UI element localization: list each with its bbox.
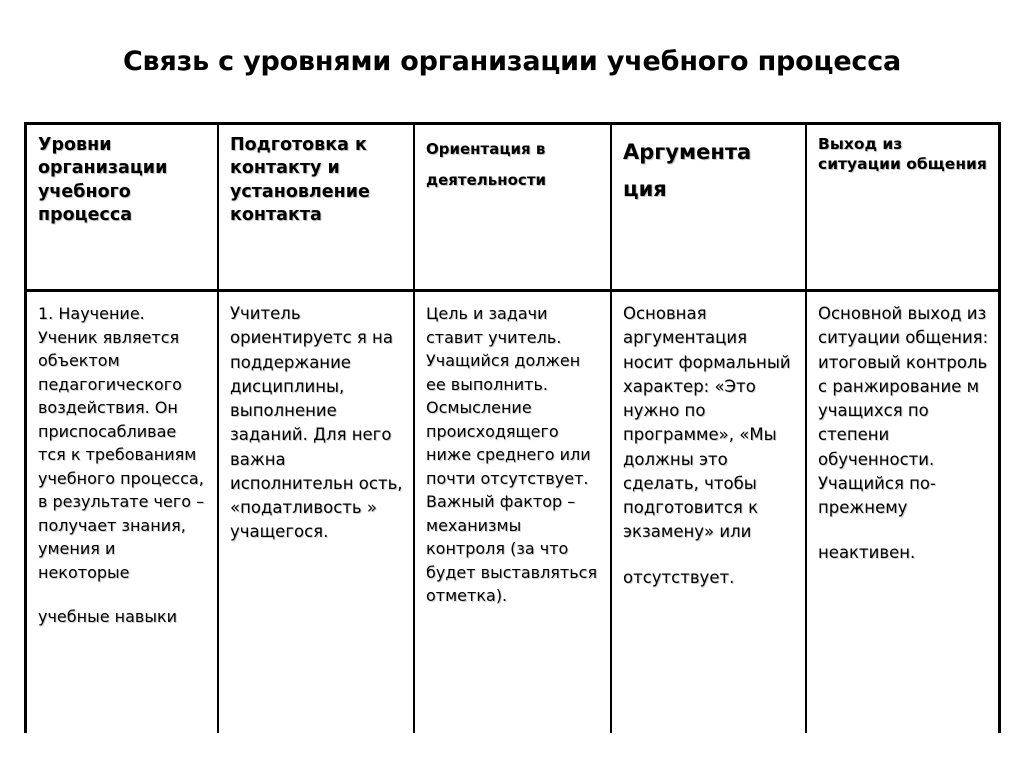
- table-header-cell-exit: [806, 125, 998, 291]
- table-header-row: [27, 125, 998, 291]
- table-header-cell-preparation: [218, 125, 414, 291]
- header-label-argumentation: Аргумента ция: [623, 140, 752, 201]
- cell-paragraph-main: Цель и задачи ставит учитель. Учащийся должен ее выполнить. Осмысление происходящего ниже среднего или почти отсутствует. Важный фактор – механизмы контроля (за что будет выставляться отметка).: [426, 304, 598, 606]
- table-row: [27, 291, 998, 734]
- cell-text-orientation: [415, 292, 610, 608]
- header-label-orientation: Ориентация в деятельности: [426, 140, 547, 189]
- cell-paragraph-tail: отсутствует.: [623, 567, 735, 587]
- table-header-cell-levels: [27, 125, 218, 291]
- header-label-exit: Выход из ситуации общения: [818, 135, 987, 174]
- page-title: Связь с уровнями организации учебного процесса: [122, 46, 902, 77]
- cell-text-levels: [27, 292, 217, 629]
- cell-paragraph-main: 1. Научение. Ученик является объектом педагогического воздействия. Он приспосабливае тся к требованиям учебного процесса, в результате чего – получает знания, умения и некоторые: [38, 304, 205, 582]
- table-cell-preparation: [218, 291, 414, 734]
- cell-text-preparation: [219, 292, 413, 545]
- header-label-preparation: Подготовка к контакту и установление контакта: [230, 135, 370, 225]
- table-cell-exit: [806, 291, 998, 734]
- cell-text-argumentation: [612, 292, 805, 590]
- table-cell-levels: [27, 291, 218, 734]
- cell-paragraph-tail: учебные навыки: [38, 607, 178, 627]
- table-header-cell-argumentation: [611, 125, 806, 291]
- table-cell-orientation: [414, 291, 611, 734]
- levels-table: [27, 125, 998, 733]
- table-header-cell-orientation: [414, 125, 611, 291]
- cell-paragraph-tail: неактивен.: [818, 543, 916, 563]
- cell-paragraph-main: Учитель ориентируетс я на поддержание дисциплины, выполнение заданий. Для него важна исполнительн ость, «податливость » учащегося.: [230, 304, 403, 542]
- table-cell-argumentation: [611, 291, 806, 734]
- cell-paragraph-main: Основной выход из ситуации общения: итоговый контроль с ранжирование м учащихся по степени обученности. Учащийся по-прежнему: [818, 304, 989, 517]
- header-label-levels: Уровни организации учебного процесса: [38, 135, 168, 225]
- levels-table-container: [24, 122, 1001, 733]
- cell-text-exit: [807, 292, 998, 566]
- cell-paragraph-main: Основная аргументация носит формальный характер: «Это нужно по программе», «Мы должны это сделать, чтобы подготовится к экзамену» или: [623, 304, 791, 542]
